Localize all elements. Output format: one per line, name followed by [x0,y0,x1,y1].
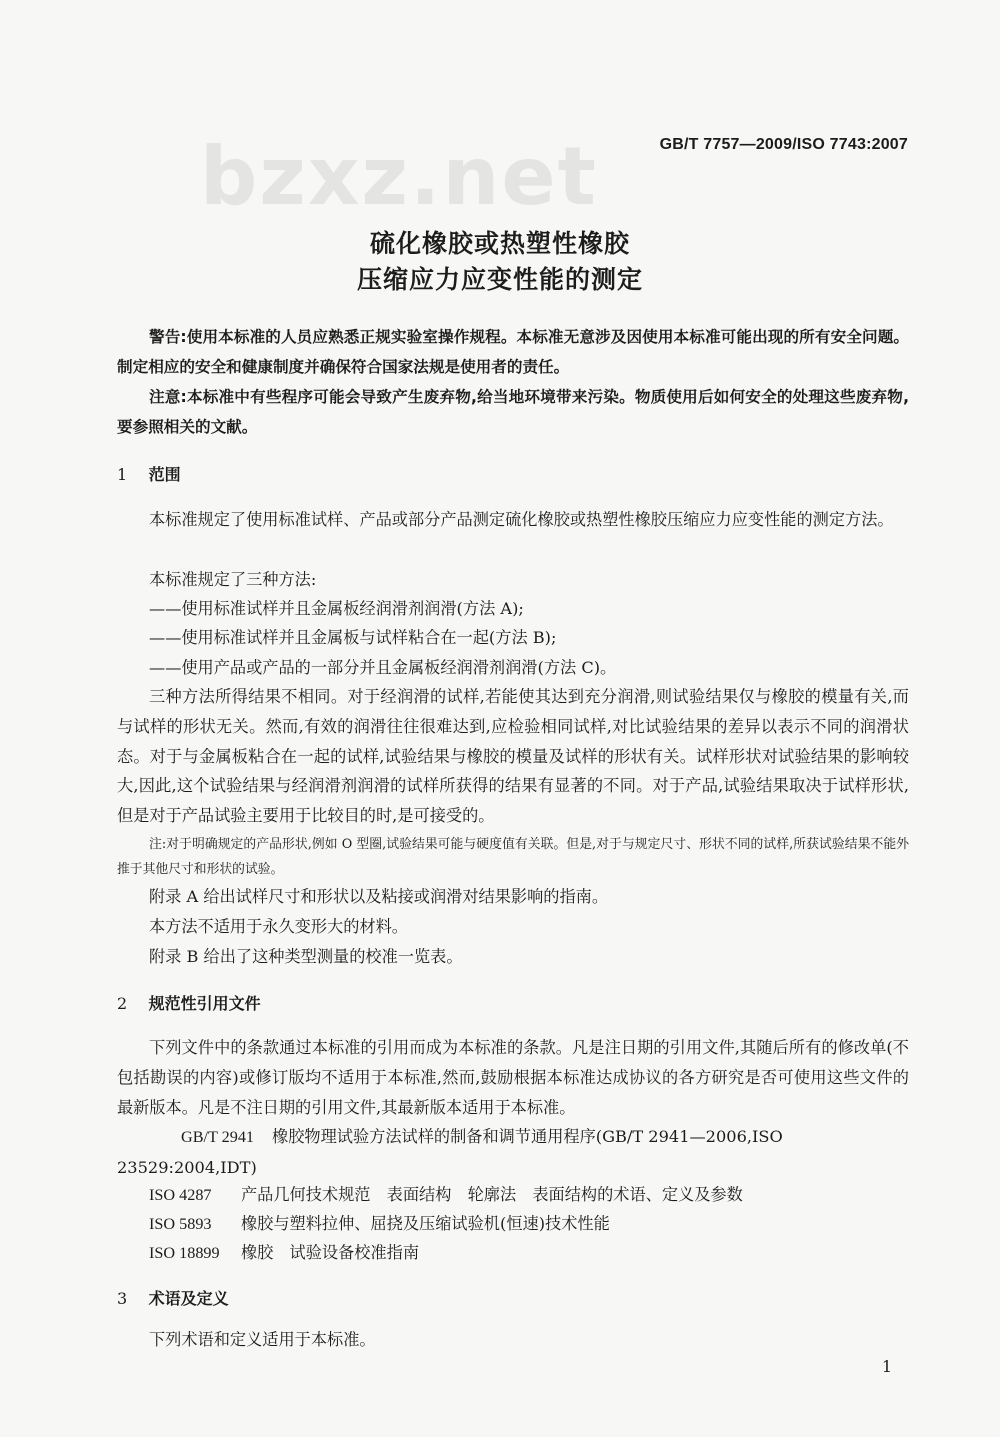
scope-paragraph-3: 三种方法所得结果不相同。对于经润滑的试样,若能使其达到充分润滑,则试验结果仅与橡胶的模量有关,而与试样的形状无关。然而,有效的润滑往往很难达到,应检验相同试样,对比试验结果的差异以表示不同的润滑状态。对于与金属板粘合在一起的试样,试验结果与橡胶的模量及试样的形状有关。试样形状对试验结果的影响较大,因此,这个试验结果与经润滑剂润滑的试样所获得的结果有显著的不同。对于产品,试验结果取决于试样形状,但是对于产品试验主要用于比较目的时,是可接受的。 [117,687,909,826]
method-c-item: ——使用产品或产品的一部分并且金属板经润滑剂润滑(方法 C)。 [149,658,617,677]
scope-paragraph-2: 本标准规定了三种方法: [149,570,317,589]
section-2-heading [117,991,261,1014]
watermark: bzxz.net [200,130,598,223]
reference-title: 橡胶与塑料拉伸、屈挠及压缩试验机(恒速)技术性能 [241,1214,610,1233]
title-line-1: 硫化橡胶或热塑性橡胶 [369,229,630,258]
normative-intro: 下列文件中的条款通过本标准的引用而成为本标准的条款。凡是注日期的引用文件,其随后所有的修改单(不包括勘误的内容)或修订版均不适用于本标准,然而,鼓励根据本标准达成协议的各方研究是否可使用这些文件的最新版本。凡是不注日期的引用文件,其最新版本适用于本标准。 [117,1038,909,1117]
section-title: 术语及定义 [148,1289,229,1308]
reference-code: ISO 5893 [149,1215,212,1233]
warning-paragraph: 警告:使用本标准的人员应熟悉正规实验室操作规程。本标准无意涉及因使用本标准可能出现的所有安全问题。制定相应的安全和健康制度并确保符合国家法规是使用者的责任。 [117,328,909,376]
standard-number: GB/T 7757—2009/ISO 7743:2007 [659,136,908,153]
reference-item [149,1209,610,1240]
caution-paragraph: 注意:本标准中有些程序可能会导致产生废弃物,给当地环境带来污染。物质使用后如何安全的处理这些废弃物,要参照相关的文献。 [117,388,909,436]
scope-paragraph-4: 附录 A 给出试样尺寸和形状以及粘接或润滑对结果影响的指南。 [149,887,609,906]
section-3-heading [117,1286,229,1309]
section-title: 规范性引用文件 [148,994,261,1013]
reference-item [117,1122,877,1183]
scope-paragraph-6: 附录 B 给出了这种类型测量的校准一览表。 [149,947,463,966]
method-a-item: ——使用标准试样并且金属板经润滑剂润滑(方法 A); [149,599,524,618]
reference-item [149,1238,419,1269]
scope-paragraph-5: 本方法不适用于永久变形大的材料。 [149,917,408,936]
title-line-2: 压缩应力应变性能的测定 [356,265,643,294]
section-title: 范围 [148,465,181,484]
reference-code: GB/T 2941 [181,1128,255,1146]
reference-code: ISO 4287 [149,1186,212,1204]
scope-note: 注:对于明确规定的产品形状,例如 O 型圈,试验结果可能与硬度值有关联。但是,对于与规定尺寸、形状不同的试样,所获试验结果不能外推于其他尺寸和形状的试验。 [117,837,909,877]
terms-intro: 下列术语和定义适用于本标准。 [149,1330,376,1349]
reference-item [149,1180,743,1211]
section-number: 1 [117,465,128,484]
reference-title: 橡胶物理试验方法试样的制备和调节通用程序(GB/T 2941—2006,ISO 23529:2004,IDT) [117,1127,783,1177]
scope-paragraph-1: 本标准规定了使用标准试样、产品或部分产品测定硫化橡胶或热塑性橡胶压缩应力应变性能的测定方法。 [149,510,894,529]
reference-title: 产品几何技术规范 表面结构 轮廓法 表面结构的术语、定义及参数 [241,1185,743,1204]
method-b-item: ——使用标准试样并且金属板与试样粘合在一起(方法 B); [149,628,557,647]
reference-title: 橡胶 试验设备校准指南 [241,1243,420,1262]
section-number: 3 [117,1289,128,1308]
section-number: 2 [117,994,128,1013]
section-1-heading [117,462,181,485]
page-number: 1 [881,1357,892,1376]
reference-code: ISO 18899 [149,1244,220,1262]
